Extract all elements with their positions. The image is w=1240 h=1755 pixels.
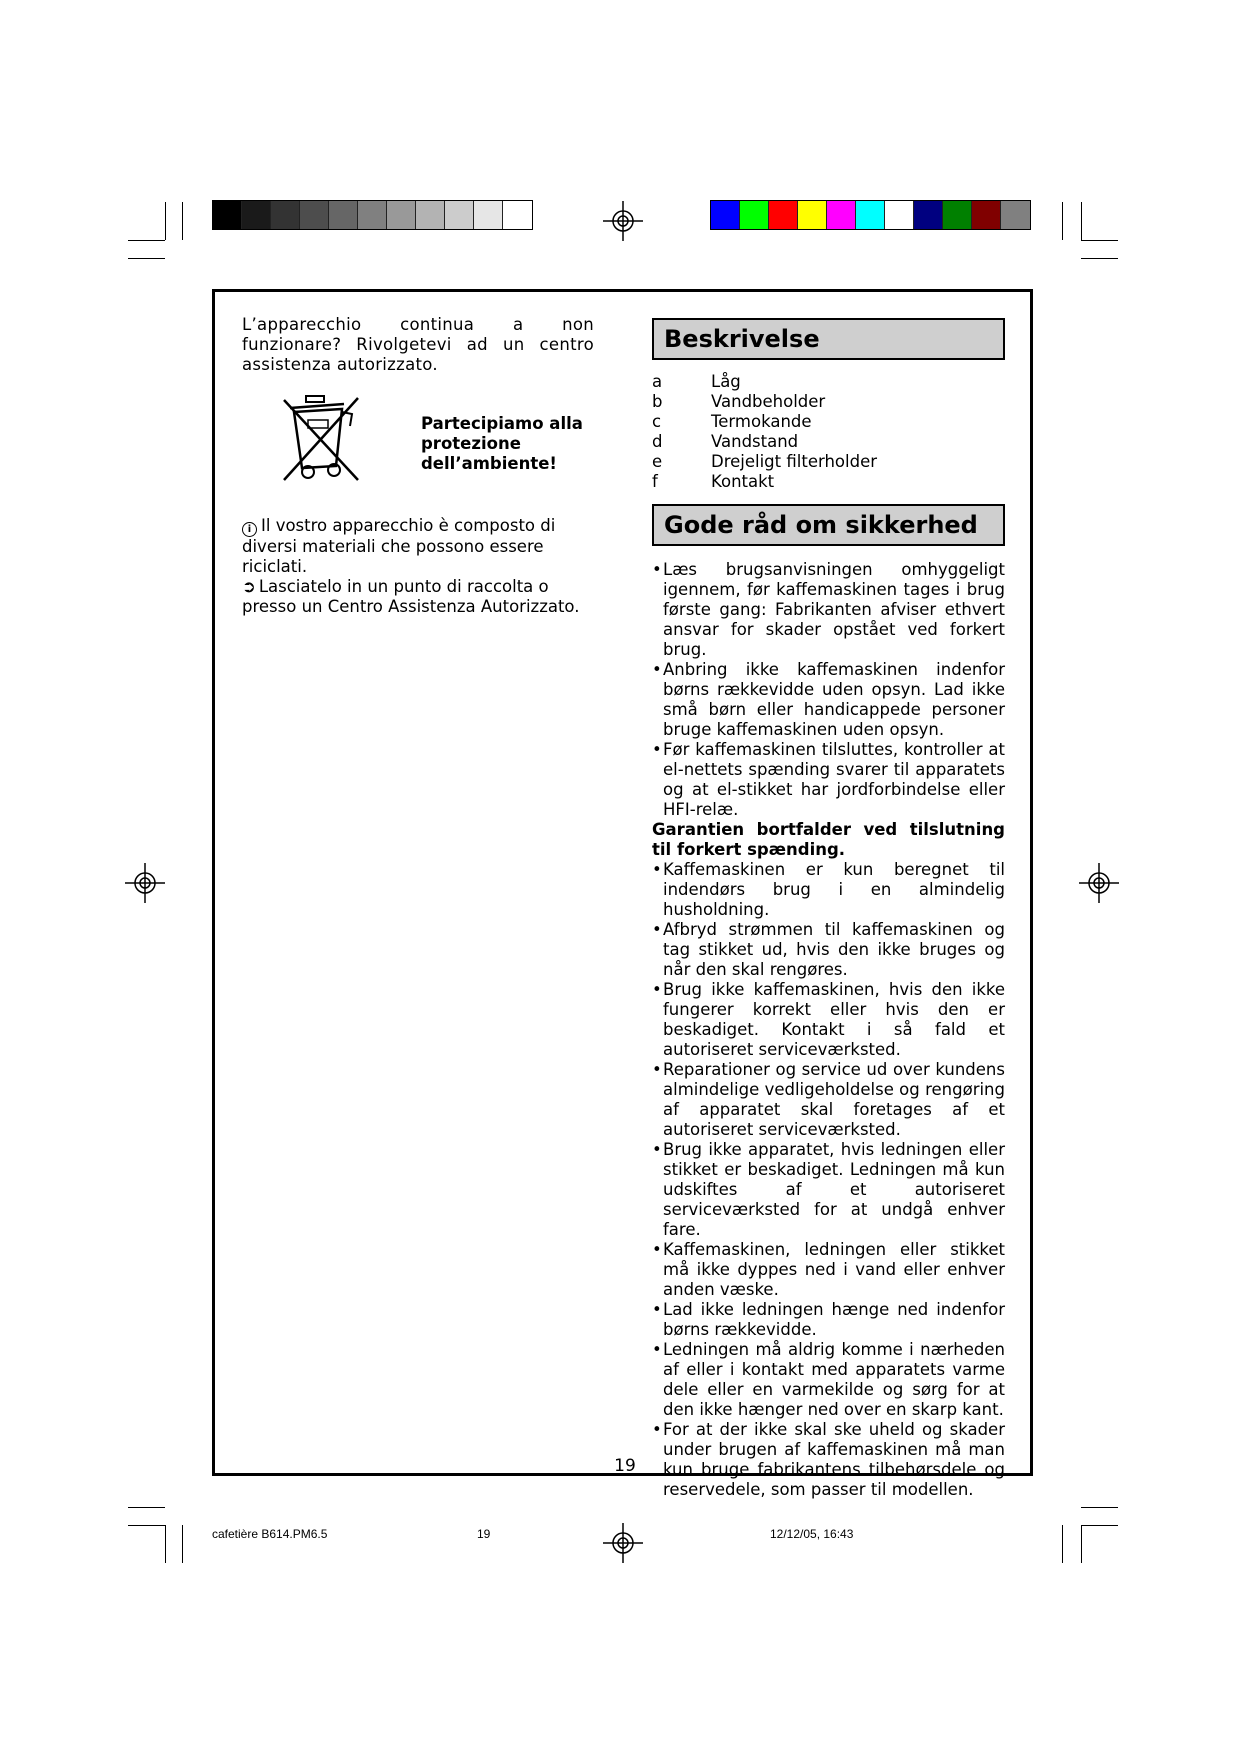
- part-letter: e: [652, 452, 663, 471]
- part-item: [652, 392, 1005, 412]
- arrow-text: Lasciatelo in un punto di raccolta o presso un Centro Assistenza Autorizzato.: [242, 577, 580, 616]
- safety-item: • Lad ikke ledningen hænge ned indenfor børns rækkevidde.: [652, 1300, 1005, 1340]
- safety-item: • Afbryd strømmen til kaffemaskinen og tag stikket ud, hvis den ikke bruges og når den skal rengøres.: [652, 920, 1005, 980]
- crossed-out-wheelie-bin-icon: [278, 390, 368, 482]
- color-swatch: [358, 201, 387, 229]
- part-label: Låg: [711, 372, 741, 391]
- page-number: 19: [614, 1456, 636, 1476]
- registration-mark-bottom: [603, 1523, 643, 1563]
- right-column: [652, 318, 1005, 1500]
- recycling-info: [242, 516, 594, 577]
- registration-mark-right: [1079, 863, 1119, 903]
- registration-mark-left: [125, 863, 165, 903]
- safety-list-2: [652, 860, 1005, 1500]
- color-swatch: [914, 201, 943, 229]
- part-item: [652, 412, 1005, 432]
- color-swatch: [474, 201, 503, 229]
- part-label: Vandbeholder: [711, 392, 826, 411]
- part-letter: b: [652, 392, 663, 411]
- safety-heading: Gode råd om sikkerhed: [652, 504, 1005, 546]
- color-swatch: [445, 201, 474, 229]
- part-label: Termokande: [711, 412, 812, 431]
- part-item: [652, 452, 1005, 472]
- color-swatch: [769, 201, 798, 229]
- color-swatch: [387, 201, 416, 229]
- collection-point-info: [242, 577, 594, 617]
- color-swatch: [1001, 201, 1030, 229]
- part-letter: c: [652, 412, 662, 431]
- part-letter: a: [652, 372, 663, 391]
- safety-item: • Kaffemaskinen, ledningen eller stikket må ikke dyppes ned i vand eller enhver anden væske.: [652, 1240, 1005, 1300]
- parts-list: [652, 372, 1005, 492]
- environment-heading: Partecipiamo alla protezione dell’ambiente!: [421, 414, 583, 473]
- safety-item: • For at der ikke skal ske uheld og skader under brugen af kaffemaskinen må man kun bruge fabrikantens tilbehørsdele og reservedele, som passer til modellen.: [652, 1420, 1005, 1500]
- color-swatch: [943, 201, 972, 229]
- grayscale-bar: [212, 200, 533, 230]
- left-column: [242, 315, 594, 617]
- part-item: [652, 432, 1005, 452]
- arrow-right-icon: ➲: [242, 577, 256, 596]
- part-label: Drejeligt filterholder: [711, 452, 878, 471]
- color-swatch: [827, 201, 856, 229]
- color-swatch: [416, 201, 445, 229]
- footer-file: cafetière B614.PM6.5: [212, 1527, 328, 1541]
- color-swatch: [271, 201, 300, 229]
- safety-item: • Før kaffemaskinen tilsluttes, kontroller at el-nettets spænding svarer til apparatets og at el-stikket har jordforbindelse eller HFI-relæ.: [652, 740, 1005, 820]
- color-swatch: [503, 201, 532, 229]
- color-swatch: [740, 201, 769, 229]
- color-swatch: [798, 201, 827, 229]
- part-label: Kontakt: [711, 472, 775, 491]
- color-swatch: [300, 201, 329, 229]
- color-swatch: [856, 201, 885, 229]
- part-label: Vandstand: [711, 432, 799, 451]
- safety-item: • Anbring ikke kaffemaskinen indenfor børns rækkevidde uden opsyn. Lad ikke små børn eller handicappede personer bruge kaffemaskinen uden opsyn.: [652, 660, 1005, 740]
- safety-item: • Brug ikke kaffemaskinen, hvis den ikke fungerer korrekt eller hvis den er beskadiget. Kontakt i så fald et autoriseret serviceværksted.: [652, 980, 1005, 1060]
- part-item: [652, 372, 1005, 392]
- safety-list-1: [652, 560, 1005, 820]
- footer-page: 19: [477, 1527, 491, 1541]
- safety-item: • Ledningen må aldrig komme i nærheden af eller i kontakt med apparatets varme dele eller en varmekilde og sørg for at den ikke hænger ned over en skarp kant.: [652, 1340, 1005, 1420]
- color-swatch: [242, 201, 271, 229]
- info-icon: i: [242, 522, 257, 537]
- color-swatch: [329, 201, 358, 229]
- color-swatch: [972, 201, 1001, 229]
- color-swatch: [711, 201, 740, 229]
- registration-mark-top: [603, 201, 643, 241]
- safety-item: • Reparationer og service ud over kundens almindelige vedligeholdelse og rengøring af apparatet skal foretages af et autoriseret serviceværksted.: [652, 1060, 1005, 1140]
- safety-item: • Læs brugsanvisningen omhyggeligt igennem, før kaffemaskinen tages i brug første gang: Fabrikanten afviser ethvert ansvar for skader opstået ved forkert brug.: [652, 560, 1005, 660]
- safety-item: • Brug ikke apparatet, hvis ledningen eller stikket er beskadiget. Ledningen må kun udskiftes af et autoriseret serviceværksted for at undgå enhver fare.: [652, 1140, 1005, 1240]
- safety-item: • Kaffemaskinen er kun beregnet til indendørs brug i en almindelig husholdning.: [652, 860, 1005, 920]
- part-item: [652, 472, 1005, 492]
- color-bar: [710, 200, 1031, 230]
- color-swatch: [885, 201, 914, 229]
- color-swatch: [213, 201, 242, 229]
- description-heading: Beskrivelse: [652, 318, 1005, 360]
- info-text: Il vostro apparecchio è composto di diversi materiali che possono essere riciclati.: [242, 516, 556, 576]
- intro-paragraph: L’apparecchio continua a non funzionare? Rivolgetevi ad un centro assistenza autorizzato.: [242, 315, 594, 374]
- part-letter: f: [652, 472, 658, 491]
- part-letter: d: [652, 432, 663, 451]
- footer-datetime: 12/12/05, 16:43: [770, 1527, 854, 1541]
- warranty-note: Garantien bortfalder ved tilslutning til forkert spænding.: [652, 820, 1005, 859]
